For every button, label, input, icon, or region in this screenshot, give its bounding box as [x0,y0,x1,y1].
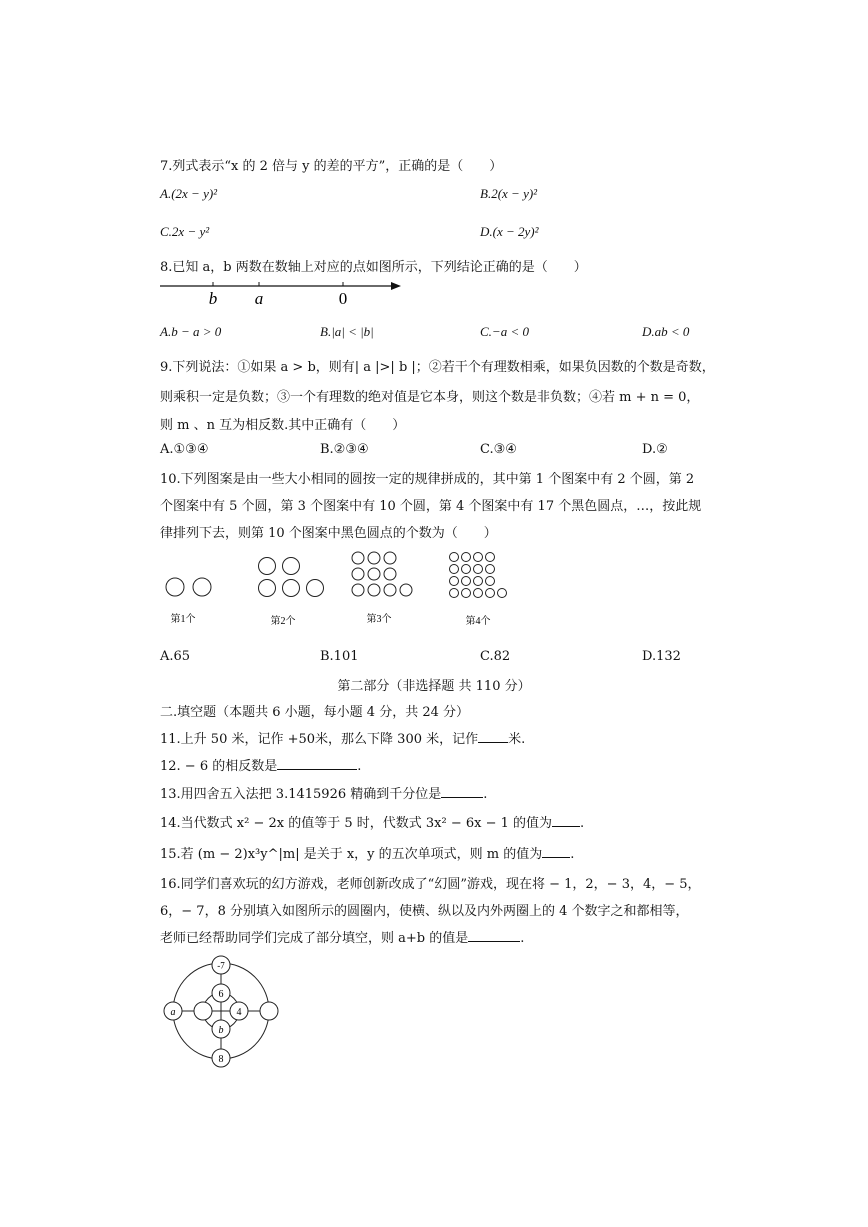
circle [450,553,459,562]
q10-option-b: B.101 [320,649,359,664]
circle [283,558,300,575]
circle [368,552,380,564]
node-inner-left [194,1002,212,1020]
q14 [160,812,584,831]
node-bottom-value: 8 [218,1054,224,1065]
q11-tail: 米. [508,732,526,747]
q9-line-1: 9.下列说法：①如果 a > b，则有| a |>| b |；②若干个有理数相乘，如果负因数的个数是奇数， [160,360,715,375]
circle [498,589,507,598]
q11-text: 11.上升 50 米，记作 +50米，那么下降 300 米，记作 [160,732,479,747]
q12-answer-blank[interactable] [277,757,357,770]
q16-answer-blank[interactable] [468,929,520,942]
q10-option-a: A.65 [160,649,191,664]
circle [462,589,471,598]
node-inner-right-value: 4 [236,1007,242,1018]
circle [486,565,495,574]
circle [486,553,495,562]
q9-option-d: D.② [642,442,668,457]
node-inner-bottom-value: b [218,1025,224,1036]
circle [462,577,471,586]
q11-answer-blank[interactable] [478,730,508,743]
circle [486,577,495,586]
q15-text: 15.若 (m − 2)x³y^|m| 是关于 x，y 的五次单项式，则 m 的值为 [160,847,543,862]
circle [474,589,483,598]
q13 [160,783,487,802]
q8-option-c: C.−a < 0 [480,324,529,339]
circle [259,580,276,597]
q13-answer-blank[interactable] [441,785,483,798]
circle [307,580,324,597]
circle [352,584,364,596]
axis-label-b: b [208,289,218,308]
q12 [160,755,361,774]
q9-option-c: C.③④ [480,442,517,457]
part2-title: 第二部分（非选择题 共 110 分） [337,679,531,694]
pattern-2 [259,558,324,597]
axis-label-a: a [254,289,264,308]
magic-circle-figure [155,950,290,1075]
section2-title: 二.填空题（本题共 6 小题，每小题 4 分，共 24 分） [160,705,470,720]
node-right [260,1002,278,1020]
q15 [160,843,574,862]
q12-text: 12. − 6 的相反数是 [160,759,278,774]
q15-tail: . [570,847,575,862]
q7-stem: 7.列式表示“x 的 2 倍与 y 的差的平方”，正确的是（ ） [160,159,503,174]
q9-line-3: 则 m 、n 互为相反数.其中正确有（ ） [160,418,406,433]
q8-option-d: D.ab < 0 [642,324,690,339]
q10-line-2: 个图案中有 5 个圆，第 3 个图案中有 10 个圆，第 4 个图案中有 17 个黑色圆点，…，按此规 [160,499,702,514]
circle-patterns-figure [155,545,535,630]
circle [400,584,412,596]
circle [474,565,483,574]
pattern-1 [166,578,211,596]
q13-tail: . [483,787,488,802]
q15-answer-blank[interactable] [542,845,570,858]
node-left-value: a [170,1007,176,1018]
circle [368,584,380,596]
q7-option-a: A.(2x − y)² [160,186,218,201]
q14-text: 14.当代数式 x² − 2x 的值等于 5 时，代数式 3x² − 6x − 1 的值为 [160,816,553,831]
pattern-label-4: 第4个 [465,616,491,627]
circle [368,568,380,580]
circle [352,552,364,564]
q10-option-d: D.132 [642,649,681,664]
q16-line-3 [160,927,524,946]
number-line-figure [155,276,415,310]
q16-tail: . [520,931,525,946]
q9-option-a: A.①③④ [160,442,209,457]
q16-text: 老师已经帮助同学们完成了部分填空，则 a+b 的值是 [160,931,469,946]
number-line-arrow [391,282,401,290]
pattern-label-1: 第1个 [170,614,196,625]
q14-tail: . [580,816,585,831]
circle [450,589,459,598]
q11 [160,728,525,747]
circle [352,568,364,580]
circle [384,568,396,580]
q8-stem: 8.已知 a，b 两数在数轴上对应的点如图所示，下列结论正确的是（ ） [160,260,587,275]
q16-line-2: 6，− 7，8 分别填入如图所示的圆圈内，使横、纵以及内外两圈上的 4 个数字之和都相等， [160,904,689,919]
q9-line-2: 则乘积一定是负数；③一个有理数的绝对值是它本身，则这个数是非负数；④若 m + n = 0， [160,390,700,405]
q12-tail: . [357,759,362,774]
circle [166,578,184,596]
circle [462,565,471,574]
circle [474,577,483,586]
q7-option-b: B.2(x − y)² [480,186,538,201]
circle [384,552,396,564]
q14-answer-blank[interactable] [552,814,580,827]
q10-line-3: 律排列下去，则第 10 个图案中黑色圆点的个数为（ ） [160,526,497,541]
circle [462,553,471,562]
node-top-value: -7 [217,960,225,971]
circle [384,584,396,596]
pattern-label-2: 第2个 [270,616,296,627]
circle [259,558,276,575]
node-inner-top-value: 6 [218,989,224,1000]
q8-option-a: A.b − a > 0 [160,324,222,339]
pattern-label-3: 第3个 [366,614,392,625]
q8-option-b: B.|a| < |b| [320,324,374,339]
q7-option-d: D.(x − 2y)² [480,224,539,239]
pattern-3 [352,552,412,596]
circle [486,589,495,598]
circle [474,553,483,562]
q10-line-1: 10.下列图案是由一些大小相同的圆按一定的规律拼成的，其中第 1 个图案中有 2 个圆，第 2 [160,472,695,487]
circle [450,565,459,574]
axis-label-zero: 0 [338,289,348,308]
circle [450,577,459,586]
q10-option-c: C.82 [480,649,511,664]
q7-option-c: C.2x − y² [160,224,210,239]
q9-option-b: B.②③④ [320,442,369,457]
pattern-4 [450,553,507,598]
q16-line-1: 16.同学们喜欢玩的幻方游戏，老师创新改成了“幻圆”游戏，现在将 − 1，2，− 3，4，− 5， [160,877,701,892]
circle [283,580,300,597]
circle [193,578,211,596]
q13-text: 13.用四舍五入法把 3.1415926 精确到千分位是 [160,787,442,802]
